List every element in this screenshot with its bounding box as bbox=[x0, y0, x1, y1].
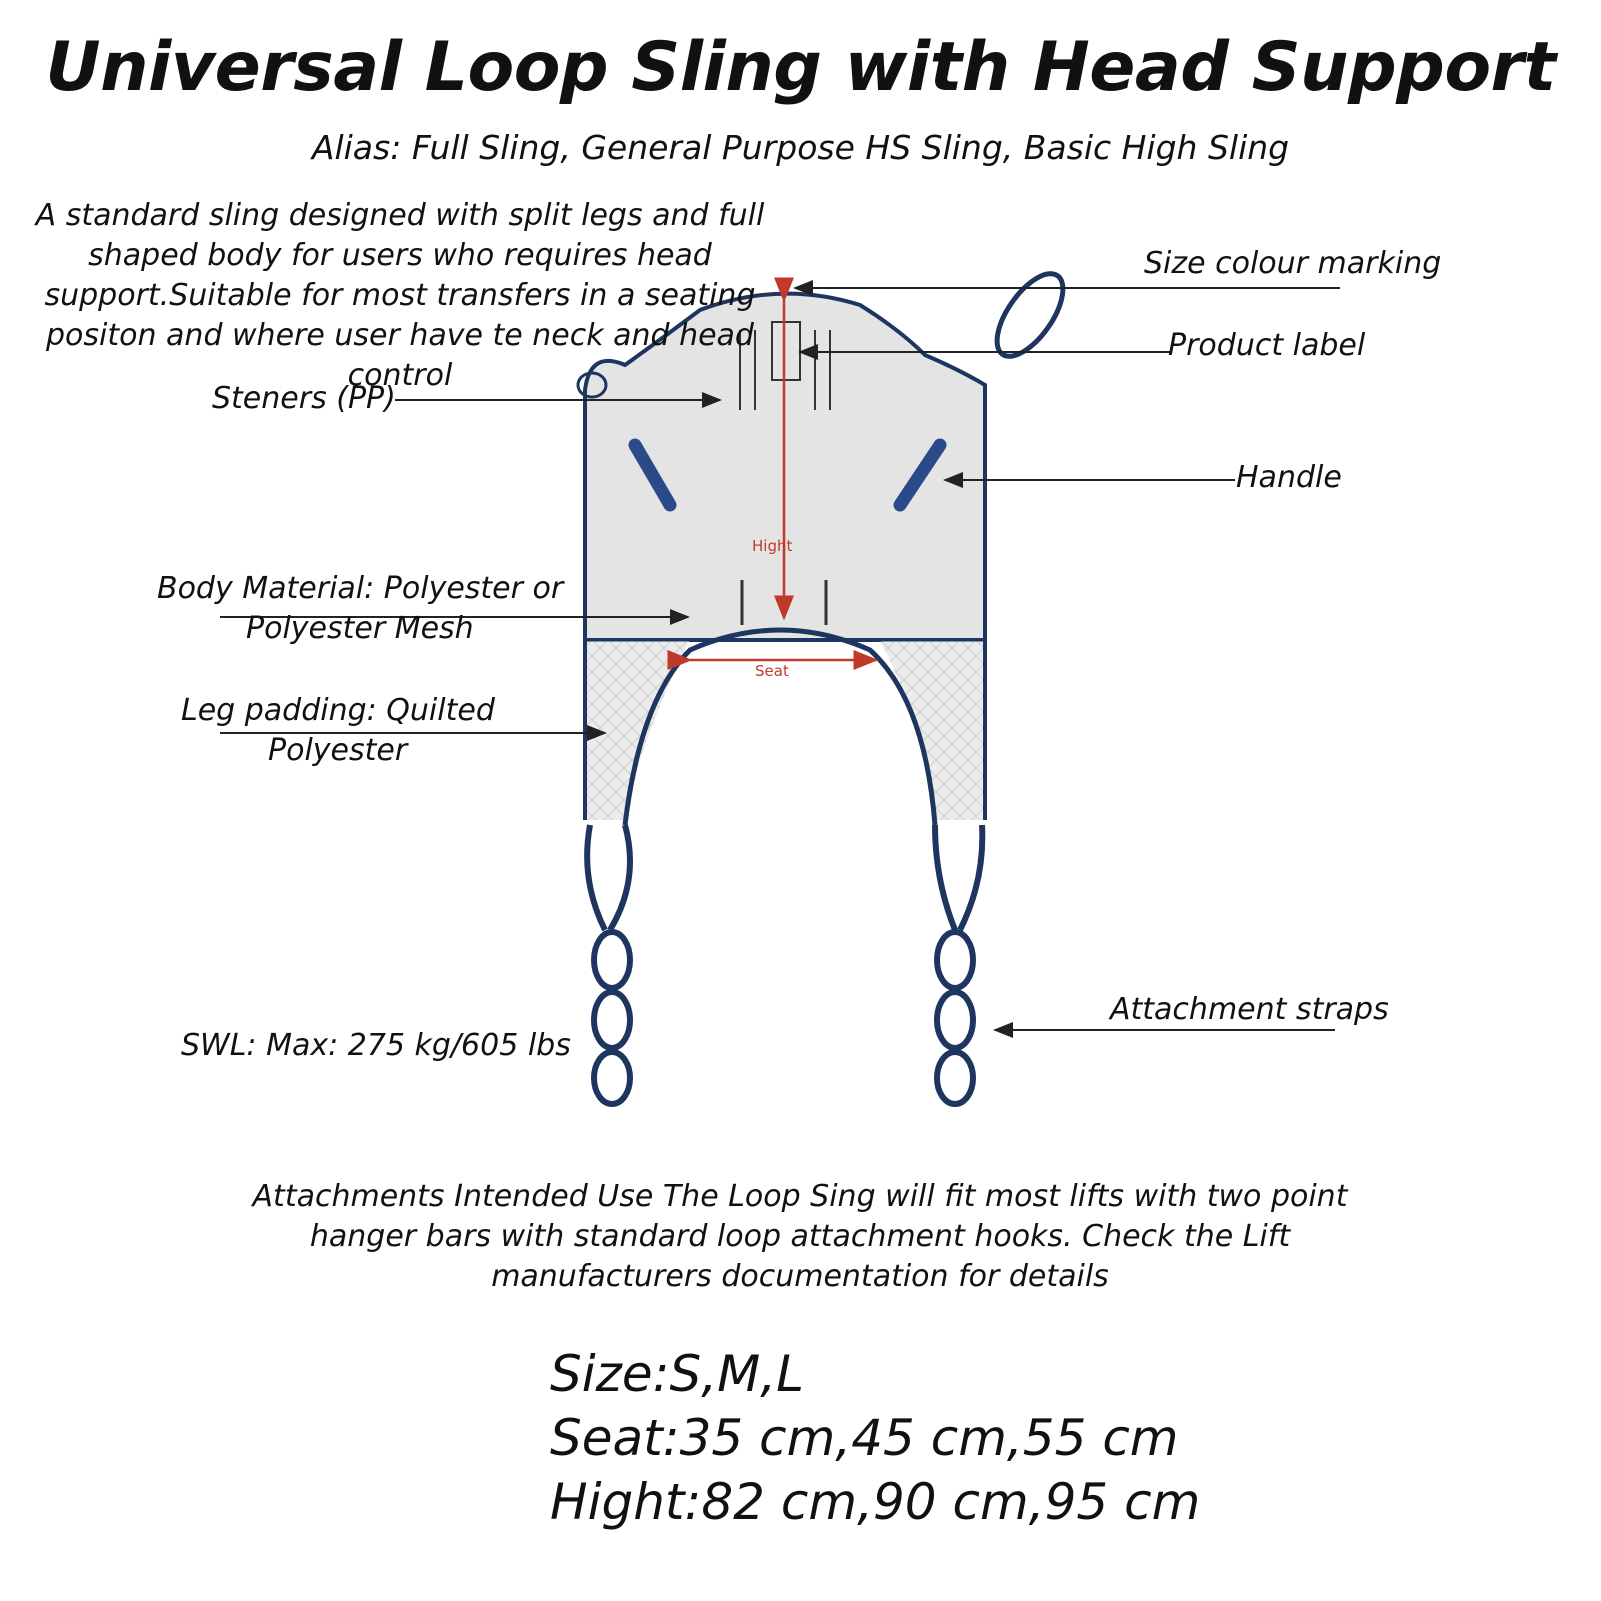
spec-size: Size:S,M,L bbox=[550, 1345, 805, 1403]
callout-body-material-1: Body Material: Polyester or bbox=[157, 571, 564, 606]
height-dimension-label: Hight bbox=[752, 537, 793, 555]
callout-leg-padding-2: Polyester bbox=[268, 733, 408, 768]
seat-dimension-label: Seat bbox=[755, 662, 789, 680]
left-attachment-strap bbox=[587, 825, 630, 1104]
callout-attachment-straps: Attachment straps bbox=[1110, 992, 1389, 1027]
callout-swl: SWL: Max: 275 kg/605 lbs bbox=[181, 1028, 571, 1063]
spec-height: Hight:82 cm,90 cm,95 cm bbox=[550, 1473, 1201, 1531]
callout-leg-padding-1: Leg padding: Quilted bbox=[181, 693, 495, 728]
callout-handle: Handle bbox=[1236, 460, 1342, 495]
callout-fasteners: Steners (PP) bbox=[212, 381, 396, 416]
description: A standard sling designed with split legs and full shaped body for users who requires head support.Suitable for most transfers in a seating positon and where user have te neck and head control bbox=[35, 198, 765, 393]
callout-body-material-2: Polyester Mesh bbox=[246, 611, 474, 646]
intended-use-text: Attachments Intended Use The Loop Sing will fit most lifts with two point hanger bars with standard loop attachment hooks. Check the Lift manufacturers documentation for details bbox=[252, 1179, 1348, 1294]
callout-size-marking: Size colour marking bbox=[1144, 246, 1442, 281]
spec-seat: Seat:35 cm,45 cm,55 cm bbox=[550, 1409, 1179, 1467]
page-title: Universal Loop Sling with Head Support bbox=[45, 28, 1556, 107]
callout-product-label: Product label bbox=[1168, 328, 1366, 363]
right-attachment-strap bbox=[935, 825, 982, 1104]
alias-subtitle: Alias: Full Sling, General Purpose HS Sling, Basic High Sling bbox=[311, 128, 1290, 167]
